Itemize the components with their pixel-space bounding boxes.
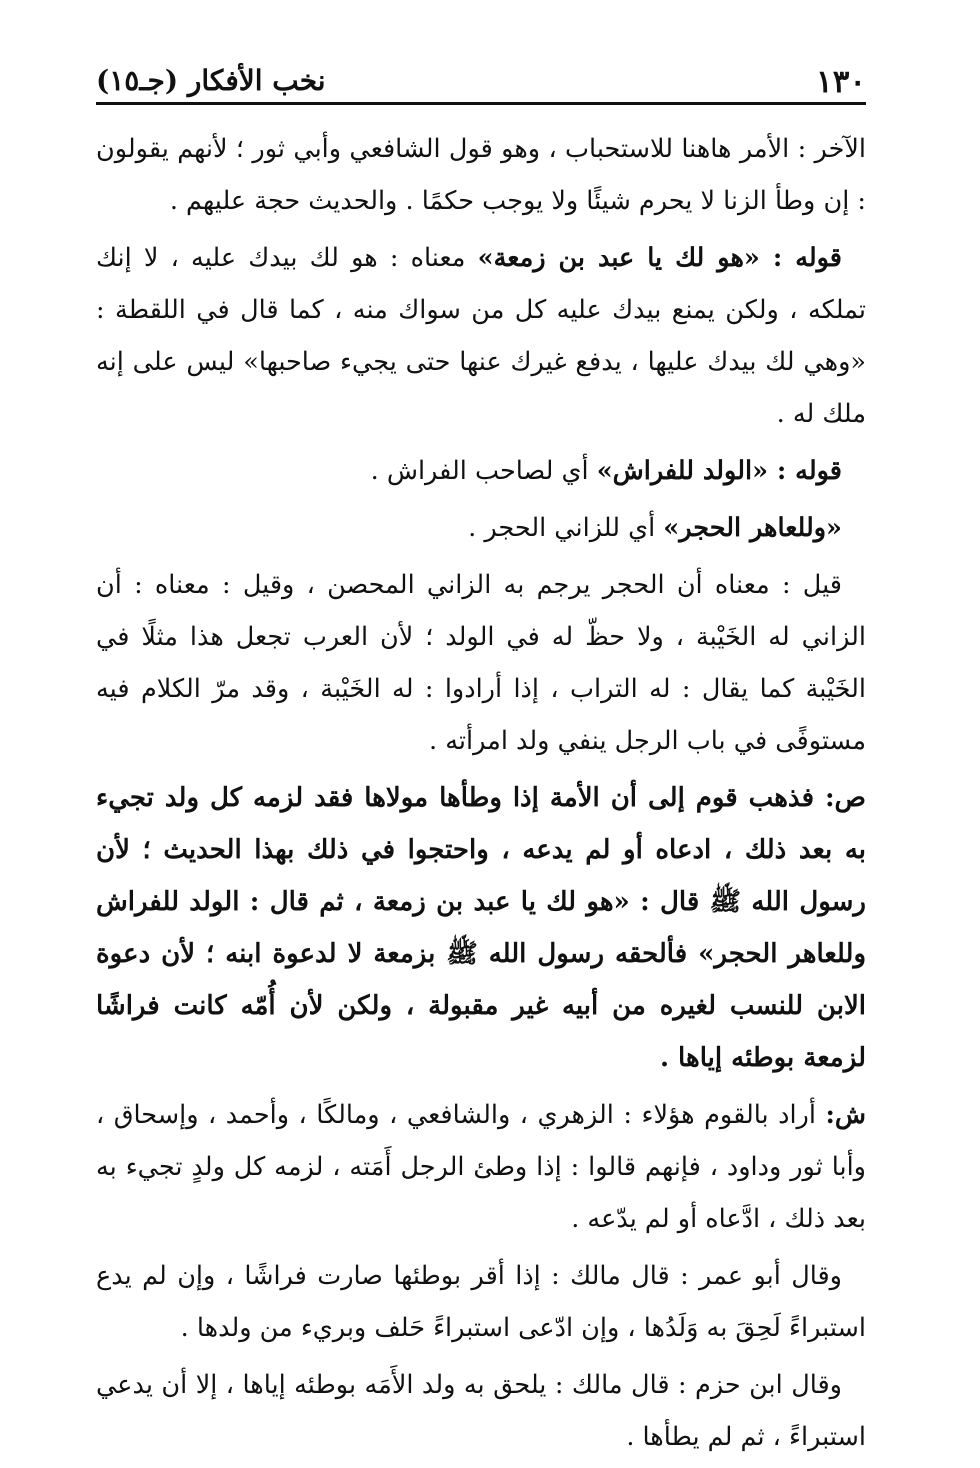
paragraph-text: وقال أبو عمر : قال مالك : إذا أقر بوطئها صارت فراشًا ، وإن لم يدع استبراءً لَحِقَ به وَلَدُها ، وإن ادّعى استبراءً حَلف وبريء من ولدها .: [96, 1261, 866, 1343]
paragraph-text: أي لصاحب الفراش .: [370, 456, 597, 486]
paragraph: [96, 445, 866, 497]
paragraph: [96, 232, 866, 440]
paragraph-text: قيل : معناه أن الحجر يرجم به الزاني المحصن ، وقيل : معناه : أن الزاني له الخَيْبة ، ولا حظّ له في الولد ؛ لأن العرب تجعل هذا مثلًا في الخَيْبة كما يقال : له التراب ، إذا أرادوا : له الخَيْبة ، وقد مرّ الكلام فيه مستوفًى في باب الرجل ينفي ولد امرأته .: [96, 570, 866, 756]
paragraph: [96, 559, 866, 767]
matn-text: ص: فذهب قوم إلى أن الأمة إذا وطأها مولاها فقد لزمه كل ولد تجيء به بعد ذلك ، ادعاه أو لم يدعه ، واحتجوا في ذلك بهذا الحديث ؛ لأن رسول الله ﷺ قال : «هو لك يا عبد بن زمعة ، ثم قال : الولد للفراش وللعاهر الحجر» فألحقه رسول الله ﷺ بزمعة لا لدعوة ابنه ؛ لأن دعوة الابن للنسب لغيره من أبيه غير مقبولة ، ولكن لأن أُمّه كانت فراشًا لزمعة بوطئه إياها .: [96, 783, 866, 1073]
sharh-marker: ش:: [825, 1100, 866, 1130]
paragraph-text: معناه : هو لك بيدك عليه ، لا إنك تملكه ، ولكن يمنع بيدك عليه كل من سواك منه ، كما قال في اللقطة : «وهي لك بيدك عليها ، يدفع غيرك عنها حتى يجيء صاحبها» ليس على إنه ملك له .: [96, 243, 866, 429]
quoted-hadith-lead: قوله : «هو لك يا عبد بن زمعة»: [477, 243, 842, 273]
paragraph-text: أراد بالقوم هؤلاء : الزهري ، والشافعي ، ومالكًا ، وأحمد ، وإسحاق ، وأبا ثور وداود ، فإنهم قالوا : إذا وطئ الرجل أَمَته ، لزمه كل ولدٍ تجيء به بعد ذلك ، ادَّعاه أو لم يدّعه .: [96, 1100, 866, 1234]
running-header: [96, 48, 866, 105]
document-page: [96, 48, 866, 1468]
paragraph: [96, 1359, 866, 1463]
page-body: [96, 123, 866, 1463]
paragraph: [96, 1250, 866, 1354]
quoted-hadith-lead: قوله : «الولد للفراش»: [596, 456, 842, 486]
paragraph: [96, 1089, 866, 1245]
paragraph-text: أي للزاني الحجر .: [468, 513, 664, 543]
book-title: نخب الأفكار (جـ١٥): [96, 64, 326, 97]
paragraph: [96, 123, 866, 227]
paragraph-text: الآخر : الأمر هاهنا للاستحباب ، وهو قول الشافعي وأبي ثور ؛ لأنهم يقولون : إن وطأ الزنا لا يحرم شيئًا ولا يوجب حكمًا . والحديث حجة عليهم .: [96, 134, 866, 216]
paragraph: [96, 502, 866, 554]
matn-paragraph: [96, 772, 866, 1084]
quoted-hadith-lead: «وللعاهر الحجر»: [663, 513, 842, 543]
paragraph-text: وقال ابن حزم : قال مالك : يلحق به ولد الأَمَه بوطئه إياها ، إلا أن يدعي استبراءً ، ثم لم يطأها .: [96, 1370, 866, 1452]
page-number: ١٣٠: [816, 64, 866, 100]
